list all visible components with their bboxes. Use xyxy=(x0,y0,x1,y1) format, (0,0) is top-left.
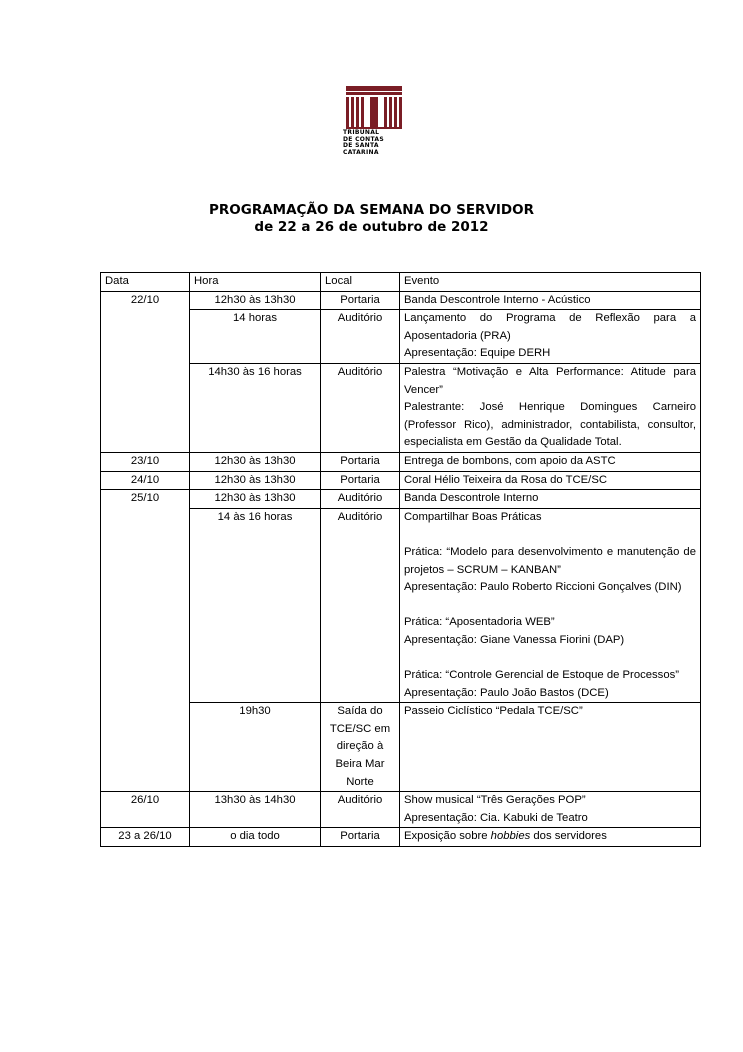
cell-hora: 14h30 às 16 horas xyxy=(190,363,321,452)
cell-data xyxy=(101,310,190,364)
cell-local: Portaria xyxy=(321,452,400,471)
column-header-evento: Evento xyxy=(400,273,701,292)
table-header-row xyxy=(101,273,701,292)
table-row xyxy=(101,490,701,509)
cell-data xyxy=(101,508,190,703)
table-row xyxy=(101,792,701,828)
table-row xyxy=(101,508,701,703)
cell-hora: 12h30 às 13h30 xyxy=(190,291,321,310)
cell-local: Auditório xyxy=(321,363,400,452)
table-row xyxy=(101,363,701,452)
cell-evento: Palestra “Motivação e Alta Performance: Atitude para Vencer” Palestrante: José Henrique Domingues Carneiro (Professor Rico), administrador, contabilista, consultor, especialista em Gestão da Qualidade Total. xyxy=(400,363,701,452)
cell-evento: Entrega de bombons, com apoio da ASTC xyxy=(400,452,701,471)
cell-evento: Compartilhar Boas Práticas Prática: “Modelo para desenvolvimento e manutenção de projetos – SCRUM – KANBAN” Apresentação: Paulo Roberto Riccioni Gonçalves (DIN) Prática: “Aposentadoria WEB” Apresentação: Giane Vanessa Fiorini (DAP) Prática: “Controle Gerencial de Estoque de Processos” Apresentação: Paulo João Bastos (DCE) xyxy=(400,508,701,703)
cell-local: Auditório xyxy=(321,490,400,509)
cell-data xyxy=(101,363,190,452)
cell-local: Portaria xyxy=(321,471,400,490)
table-row xyxy=(101,828,701,847)
cell-hora: 19h30 xyxy=(190,703,321,792)
column-header-data: Data xyxy=(101,273,190,292)
document-subtitle: de 22 a 26 de outubro de 2012 xyxy=(254,219,489,235)
cell-hora: 14 horas xyxy=(190,310,321,364)
column-header-hora: Hora xyxy=(190,273,321,292)
cell-data: 23/10 xyxy=(101,452,190,471)
cell-evento: Passeio Ciclístico “Pedala TCE/SC” xyxy=(400,703,701,792)
cell-hora: 12h30 às 13h30 xyxy=(190,471,321,490)
cell-local: Saída do TCE/SC em direção à Beira Mar Norte xyxy=(321,703,400,792)
cell-hora: 12h30 às 13h30 xyxy=(190,452,321,471)
cell-local: Auditório xyxy=(321,508,400,703)
cell-data: 26/10 xyxy=(101,792,190,828)
document-title: PROGRAMAÇÃO DA SEMANA DO SERVIDOR xyxy=(208,202,534,218)
cell-evento: Show musical “Três Gerações POP” Apresentação: Cia. Kabuki de Teatro xyxy=(400,792,701,828)
cell-hora: 12h30 às 13h30 xyxy=(190,490,321,509)
cell-local: Auditório xyxy=(321,310,400,364)
table-row xyxy=(101,471,701,490)
cell-hora: o dia todo xyxy=(190,828,321,847)
cell-data: 22/10 xyxy=(101,291,190,310)
cell-evento: Exposição sobre hobbies dos servidores xyxy=(400,828,701,847)
cell-evento: Lançamento do Programa de Reflexão para a Aposentadoria (PRA) Apresentação: Equipe DERH xyxy=(400,310,701,364)
cell-data: 25/10 xyxy=(101,490,190,509)
cell-hora: 13h30 às 14h30 xyxy=(190,792,321,828)
cell-evento: Coral Hélio Teixeira da Rosa do TCE/SC xyxy=(400,471,701,490)
table-row xyxy=(101,310,701,364)
logo-lettering: TRIBUNAL DE CONTAS DE SANTA CATARINA xyxy=(343,129,384,156)
schedule-table xyxy=(100,272,701,847)
cell-data: 23 a 26/10 xyxy=(101,828,190,847)
cell-hora: 14 às 16 horas xyxy=(190,508,321,703)
table-row xyxy=(101,291,701,310)
cell-local: Portaria xyxy=(321,291,400,310)
column-header-local: Local xyxy=(321,273,400,292)
table-row xyxy=(101,452,701,471)
table-row xyxy=(101,703,701,792)
cell-evento: Banda Descontrole Interno xyxy=(400,490,701,509)
cell-evento: Banda Descontrole Interno - Acústico xyxy=(400,291,701,310)
cell-local: Auditório xyxy=(321,792,400,828)
cell-data xyxy=(101,703,190,792)
cell-data: 24/10 xyxy=(101,471,190,490)
cell-local: Portaria xyxy=(321,828,400,847)
